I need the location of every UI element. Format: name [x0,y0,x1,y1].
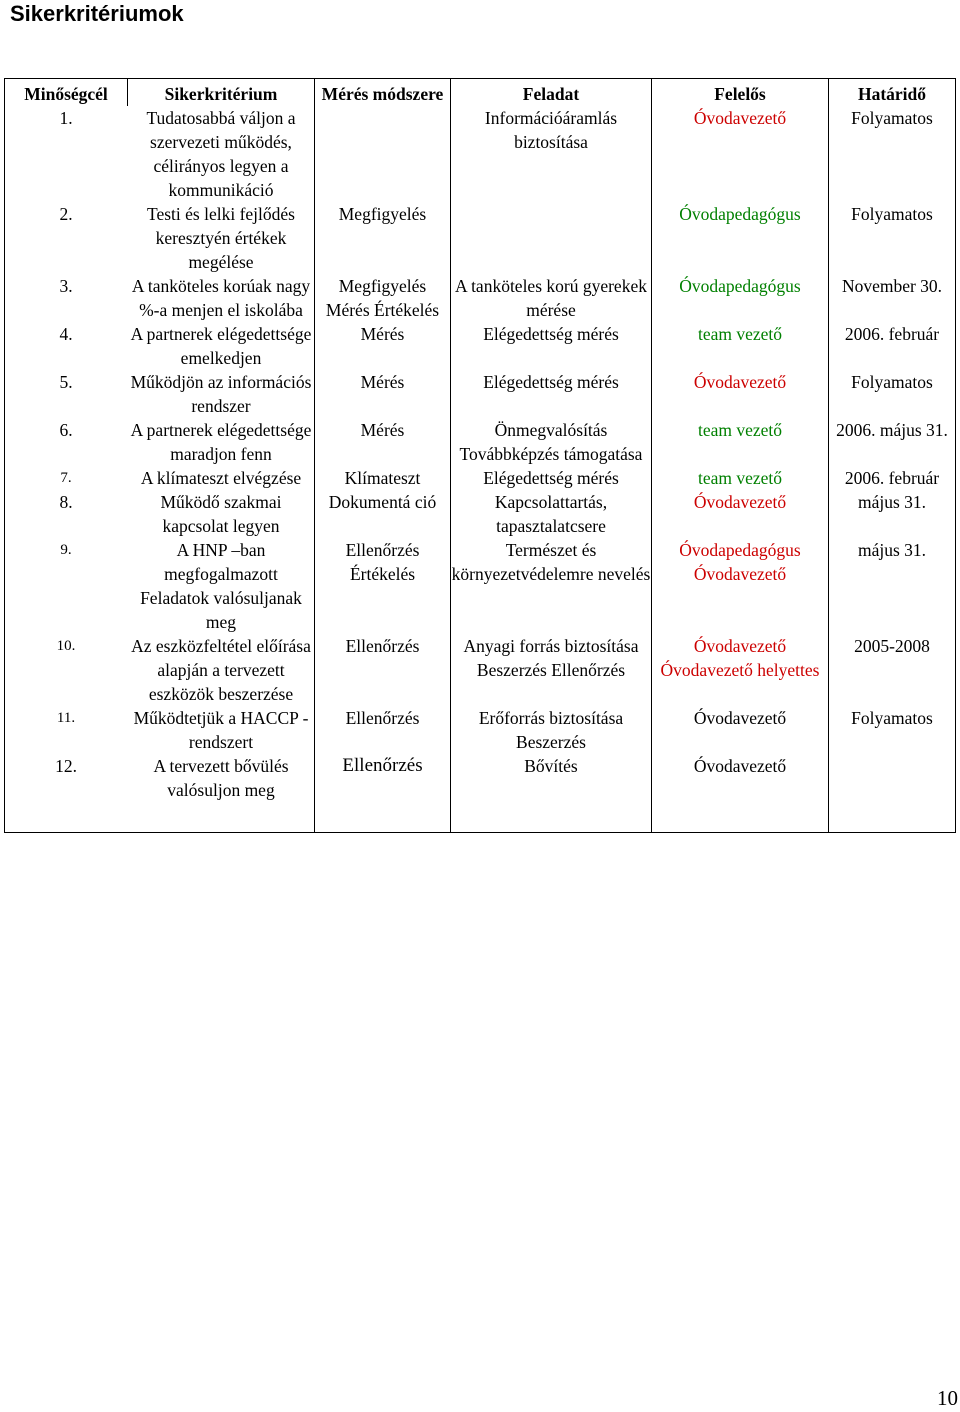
task-cell: Önmegvalósítás Továbbképzés támogatása [451,418,652,466]
responsible-cell: Óvodapedagógus Óvodavezető [652,538,829,634]
criterion-text: Működő szakmai kapcsolat legyen [160,492,282,536]
deadline-cell: 2006. február [829,466,956,490]
table-row [5,418,956,466]
row-number: 2. [59,204,73,224]
responsible-cell: team vezető [652,418,829,466]
header-criterion: Sikerkritérium [128,79,315,107]
responsible-cell: Óvodavezető [652,754,829,833]
table-row [5,490,956,538]
row-number: 6. [59,420,73,440]
table-row [5,706,956,754]
method-cell: Dokumentá ció [315,490,451,538]
row-number: 9. [60,542,72,558]
header-responsible: Felelős [652,79,829,107]
responsible-cell: team vezető [652,322,829,370]
table-row [5,538,956,634]
table-row [5,370,956,418]
table-row [5,754,956,833]
criterion-cell [5,322,315,370]
page-title: Sikerkritériumok [10,1,184,26]
criterion-text: Működtetjük a HACCP - rendszert [133,708,309,752]
deadline-cell: Folyamatos [829,202,956,274]
task-cell: Elégedettség mérés [451,322,652,370]
task-cell: Elégedettség mérés [451,370,652,418]
row-number: 1. [59,108,73,128]
row-number: 4. [59,324,73,344]
responsible-cell: Óvodavezető Óvodavezető helyettes [652,634,829,706]
responsible-cell: Óvodavezető [652,370,829,418]
criterion-cell [5,538,315,634]
header-deadline: Határidő [829,79,956,107]
criterion-text: Testi és lelki fejlődés keresztyén értékek megélése [147,204,295,272]
criterion-text: A HNP –ban megfogalmazott Feladatok valósuljanak meg [140,540,302,632]
task-cell: Bővítés [451,754,652,833]
criterion-text: Az eszközfeltétel előírása alapján a tervezett eszközök beszerzése [131,636,311,704]
deadline-cell: November 30. [829,274,956,322]
task-cell: A tanköteles korú gyerekek mérése [451,274,652,322]
method-cell [315,106,451,202]
method-cell: Mérés [315,322,451,370]
criterion-text: A klímateszt elvégzése [140,468,302,488]
criterion-text: Működjön az információs rendszer [130,372,312,416]
criterion-cell [5,466,315,490]
method-cell [315,754,451,833]
table-row [5,634,956,706]
criterion-text: A partnerek elégedettsége emelkedjen [130,324,312,368]
responsible-cell: Óvodavezető [652,706,829,754]
row-number: 10. [56,638,76,654]
task-cell: Természet és környezetvédelemre nevelés [451,538,652,634]
task-cell: Kapcsolattartás, tapasztalatcsere [451,490,652,538]
deadline-cell: május 31. [829,490,956,538]
criterion-text: A partnerek elégedettsége maradjon fenn [130,420,312,464]
deadline-cell [829,754,956,833]
deadline-cell: 2006. február [829,322,956,370]
criterion-cell [5,106,315,202]
method-cell: Klímateszt [315,466,451,490]
row-number: 7. [60,470,72,486]
row-number: 3. [59,276,73,296]
deadline-cell: 2006. május 31. [829,418,956,466]
responsible-cell: Óvodavezető [652,106,829,202]
criterion-cell [5,490,315,538]
criterion-cell [5,418,315,466]
responsible-cell: Óvodapedagógus [652,202,829,274]
criterion-cell [5,370,315,418]
criterion-cell [5,634,315,706]
row-number: 11. [56,710,76,726]
method-cell: Megfigyelés [315,202,451,274]
task-cell: Elégedettség mérés [451,466,652,490]
task-cell: Anyagi forrás biztosítása Beszerzés Ellenőrzés [451,634,652,706]
criterion-cell [5,274,315,322]
table-row [5,106,956,202]
criteria-table [4,78,956,833]
responsible-cell: Óvodapedagógus [652,274,829,322]
header-method: Mérés módszere [315,79,451,107]
method-text: Ellenőrzés [342,755,423,776]
row-number: 12. [55,756,77,776]
deadline-cell: Folyamatos [829,706,956,754]
task-cell: Erőforrás biztosítása Beszerzés [451,706,652,754]
method-cell: Mérés [315,418,451,466]
task-cell [451,202,652,274]
method-cell: Ellenőrzés [315,634,451,706]
table-row [5,466,956,490]
row-number: 8. [59,492,73,512]
criterion-text: Tudatosabbá váljon a szervezeti működés, célirányos legyen a kommunikáció [146,108,296,200]
method-cell: Ellenőrzés Értékelés [315,538,451,634]
method-cell: Megfigyelés Mérés Értékelés [315,274,451,322]
header-row [5,79,956,107]
row-number: 5. [59,372,73,392]
deadline-cell: május 31. [829,538,956,634]
criterion-cell [5,754,315,833]
criterion-text: A tervezett bővülés valósuljon meg [153,756,289,800]
criterion-cell [5,706,315,754]
header-goal: Minőségcél [5,79,128,107]
criterion-cell [5,202,315,274]
header-task: Feladat [451,79,652,107]
deadline-cell: Folyamatos [829,106,956,202]
method-cell: Ellenőrzés [315,706,451,754]
deadline-cell: 2005-2008 [829,634,956,706]
table-row [5,202,956,274]
method-cell: Mérés [315,370,451,418]
page-number: 10 [937,1386,958,1410]
responsible-cell: team vezető [652,466,829,490]
deadline-cell: Folyamatos [829,370,956,418]
table-row [5,274,956,322]
criterion-text: A tanköteles korúak nagy %-a menjen el iskolába [131,276,311,320]
table-row [5,322,956,370]
responsible-cell: Óvodavezető [652,490,829,538]
task-cell: Információáramlás biztosítása [451,106,652,202]
